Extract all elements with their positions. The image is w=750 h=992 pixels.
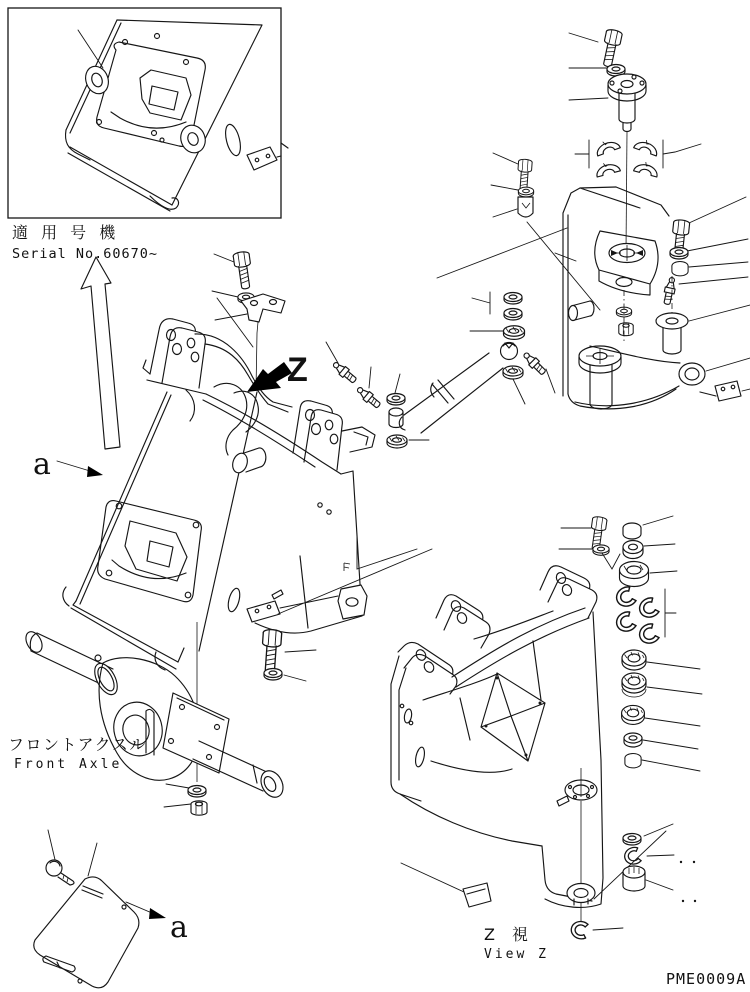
- rear-support-bracket: [555, 187, 750, 409]
- leader-line: [284, 650, 316, 681]
- thrust-bearing-half: [594, 160, 620, 177]
- view-z-parts-column: [559, 516, 702, 771]
- serial-range-arrow: [81, 257, 120, 449]
- front-axle-label-jp: フロントアクスル: [8, 735, 147, 754]
- bushing: [623, 866, 645, 891]
- round-head-bolt: [46, 860, 74, 885]
- callout-a-label: a: [170, 910, 188, 945]
- bearing: [622, 650, 646, 670]
- snap-ring: [613, 585, 636, 609]
- leader-line: [401, 863, 464, 892]
- snap-ring: [613, 610, 636, 634]
- applicable-machines-serial: Serial No.60670~: [12, 246, 159, 262]
- bearing: [622, 673, 646, 697]
- drawing-number: PME0009A: [666, 970, 747, 988]
- arrowhead: [87, 466, 103, 477]
- hex-nut: [191, 801, 207, 815]
- plug-cap: [672, 262, 688, 276]
- hatched-washer: [504, 326, 525, 340]
- cover-plate: [34, 877, 139, 988]
- snap-ring: [570, 920, 588, 940]
- plug-cap: [625, 754, 641, 768]
- applicable-machines-label-jp: 適 用 号 機: [12, 223, 120, 242]
- plain-washer: [264, 669, 282, 681]
- leader-line: [326, 342, 371, 388]
- hex-bolt: [599, 29, 622, 69]
- front-axle-label-en: Front Axle: [14, 757, 123, 772]
- plug-cap: [623, 523, 641, 539]
- ring-collar: [623, 541, 643, 559]
- plain-washer: [387, 394, 405, 406]
- view-direction-arrow: [247, 362, 292, 392]
- view-z-label-en: View Z: [484, 947, 549, 962]
- grease-fitting: [521, 350, 547, 376]
- cover-plate-assembly: [34, 830, 188, 988]
- callout-a-label: a: [33, 447, 51, 482]
- front-axle-support-frame: [63, 251, 432, 782]
- snap-ring: [636, 596, 659, 620]
- thrust-bearing-half: [634, 137, 661, 156]
- plain-washer: [504, 309, 522, 321]
- hex-bolt: [261, 629, 282, 673]
- plain-washer: [593, 545, 609, 555]
- thrust-bearing-half: [634, 160, 660, 177]
- hex-bolt: [517, 159, 533, 191]
- hatched-washer: [503, 366, 523, 379]
- grease-fitting: [662, 277, 677, 306]
- plain-washer: [518, 187, 533, 197]
- hex-nut: [619, 323, 633, 336]
- leader-bracket: [472, 292, 490, 314]
- grease-fittings: [326, 342, 382, 410]
- grease-fitting: [331, 360, 358, 385]
- lower-pivot-pin: [656, 313, 688, 354]
- king-pin: [579, 346, 621, 409]
- ring-nut: [624, 733, 642, 747]
- bearing: [622, 705, 645, 724]
- leader-line: [395, 228, 567, 440]
- hatched-washer: [387, 435, 407, 448]
- upper-pivot-pin-stack: [491, 29, 701, 310]
- plain-washer: [623, 834, 641, 846]
- arrowhead: [149, 908, 166, 919]
- leader-line: [57, 461, 90, 471]
- view-z-label-jp: Z 視: [484, 925, 535, 944]
- leader-line: [602, 553, 620, 569]
- grease-fitting: [355, 385, 382, 410]
- plain-washer: [670, 248, 688, 260]
- hex-bolt: [233, 251, 254, 290]
- tie-rod-assembly: [387, 228, 567, 448]
- plain-washer: [504, 293, 522, 305]
- view-z-frame: [391, 566, 696, 940]
- leader-line: [164, 784, 191, 807]
- view-direction-label: Z: [287, 351, 308, 389]
- plain-washer: [188, 786, 206, 798]
- serial-applicability-inset: [8, 8, 288, 218]
- snap-ring: [636, 622, 659, 646]
- thrust-bearing-half: [594, 137, 621, 156]
- bearing-race: [620, 562, 649, 587]
- callout-a-upper: [33, 447, 103, 482]
- inset-border: [8, 8, 281, 218]
- flanged-pivot-pin: [608, 74, 646, 132]
